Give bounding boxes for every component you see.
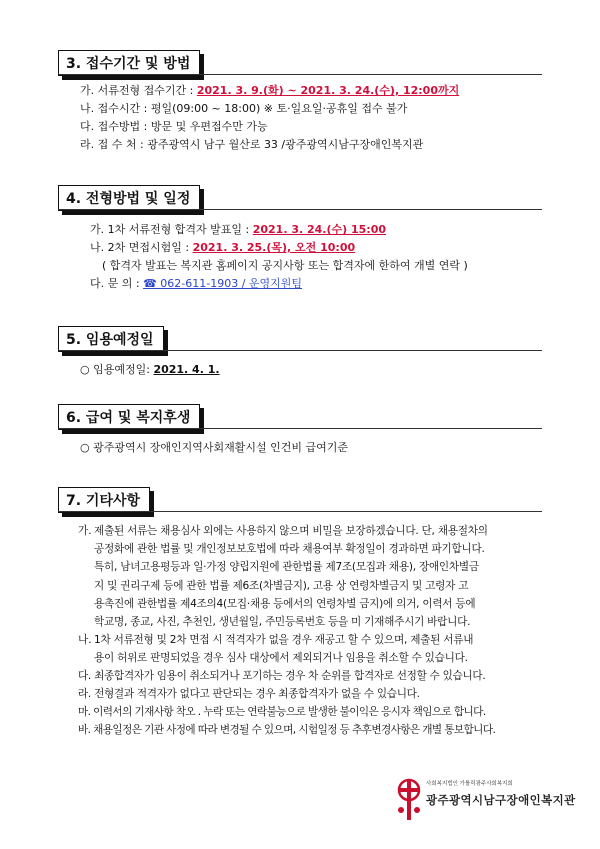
s7-item-ba: 바. 채용일정은 기관 사정에 따라 변경될 수 있으며, 시험일정 등 추후변경사항은 개별 통보합니다. — [78, 724, 496, 736]
s7-item-ga: 가. 제출된 서류는 채용심사 외에는 사용하지 않으며 비밀을 보장하겠습니다. 단, 채용절차의 공정화에 관한 법률 및 개인정보보호법에 따라 채용여부 확정일이 경과하면 파기합니다. 특히, 남녀고용평등과 일·가정 양립지원에 관한법률 제7조(모집과 채용), 장애인차별금 지 및 권리구제 등에 관한 법률 제6조(차별금지), 고용 상 연령차별금지 및 고령자 고 용촉진에 관한법률 제4조의4(모집·채용 등에서의 연령차별 금지)에 의거, 이력서 등에 학교명, 종교, 사진, 추천인, 생년월일, 주민등록번호 등을 미 기재해주시기 바랍니다. — [78, 525, 488, 629]
s4-line-da: 다. 문 의 : ☎ 062-611-1903 / 운영지원팀 — [90, 277, 303, 290]
section-6-divider — [58, 428, 542, 429]
appointment-date: 2021. 4. 1. — [153, 363, 220, 376]
interview-date: 2021. 3. 25.(목), 오전 10:00 — [192, 241, 356, 254]
s7-item-ma: 마. 이력서의 기재사항 착오 . 누락 또는 연락불능으로 발생한 불이익은 응시자 책임으로 합니다. — [78, 706, 486, 718]
receipt-period: 2021. 3. 9.(화) ~ 2021. 3. 24.(수), 12:00까지 — [196, 84, 460, 97]
s3-line-da: 다. 접수방법 : 방문 및 우편접수만 가능 — [80, 120, 268, 133]
section-5-title: 5. 임용예정일 — [58, 326, 164, 352]
s3-line-ra: 라. 접 수 처 : 광주광역시 남구 월산로 33 /광주광역시남구장애인복지관 — [80, 138, 424, 151]
s7-item-ra: 라. 전형결과 적격자가 없다고 판단되는 경우 최종합격자가 없을 수 있습니다. — [78, 688, 420, 700]
section-3-divider — [58, 74, 542, 75]
section-7-title: 7. 기타사항 — [58, 487, 150, 513]
section-5-divider — [58, 350, 542, 351]
logo-name: 광주광역시남구장애인복지관 — [426, 793, 576, 807]
s7-item-da: 다. 최종합격자가 임용이 취소되거나 포기하는 경우 차 순위를 합격자로 선정할 수 있습니다. — [78, 670, 486, 682]
section-6-title: 6. 급여 및 복지후생 — [58, 404, 200, 430]
s6-line: ○ 광주광역시 장애인지역사회재활시설 인건비 급여기준 — [80, 441, 348, 454]
s3-line-na: 나. 접수시간 : 평일(09:00 ~ 18:00) ※ 토·일요일·공휴일 접수 불가 — [80, 102, 408, 115]
section-4-title: 4. 전형방법 및 일정 — [58, 185, 200, 211]
logo-subtitle: 사회복지법인 가톨릭광주사회복지회 — [426, 781, 513, 787]
first-result-date: 2021. 3. 24.(수) 15:00 — [252, 223, 386, 236]
s4-line-na: 나. 2차 면접시험일 : 2021. 3. 25.(목), 오전 10:00 — [90, 241, 356, 254]
s4-note: ( 합격자 발표는 복지관 홈페이지 공지사항 또는 합격자에 한하여 개별 연락 ) — [102, 259, 468, 272]
cross-emblem-icon — [392, 776, 426, 822]
section-4-divider — [58, 209, 542, 210]
s5-line: ○ 임용예정일: 2021. 4. 1. — [80, 363, 220, 376]
contact-phone[interactable]: ☎ 062-611-1903 / 운영지원팀 — [143, 277, 303, 290]
s3-line-ga: 가. 서류전형 접수기간 : 2021. 3. 9.(화) ~ 2021. 3. 24.(수), 12:00까지 — [80, 84, 460, 97]
section-3-title: 3. 접수기간 및 방법 — [58, 50, 200, 76]
s7-item-na: 나. 1차 서류전형 및 2차 면접 시 적격자가 없을 경우 재공고 할 수 있으며, 제출된 서류내 용이 허위로 판명되었을 경우 심사 대상에서 제외되거나 임용을 취소할 수 있습니다. — [78, 634, 474, 665]
section-7-divider — [58, 511, 542, 512]
s4-line-ga: 가. 1차 서류전형 합격자 발표일 : 2021. 3. 24.(수) 15:00 — [90, 223, 386, 236]
